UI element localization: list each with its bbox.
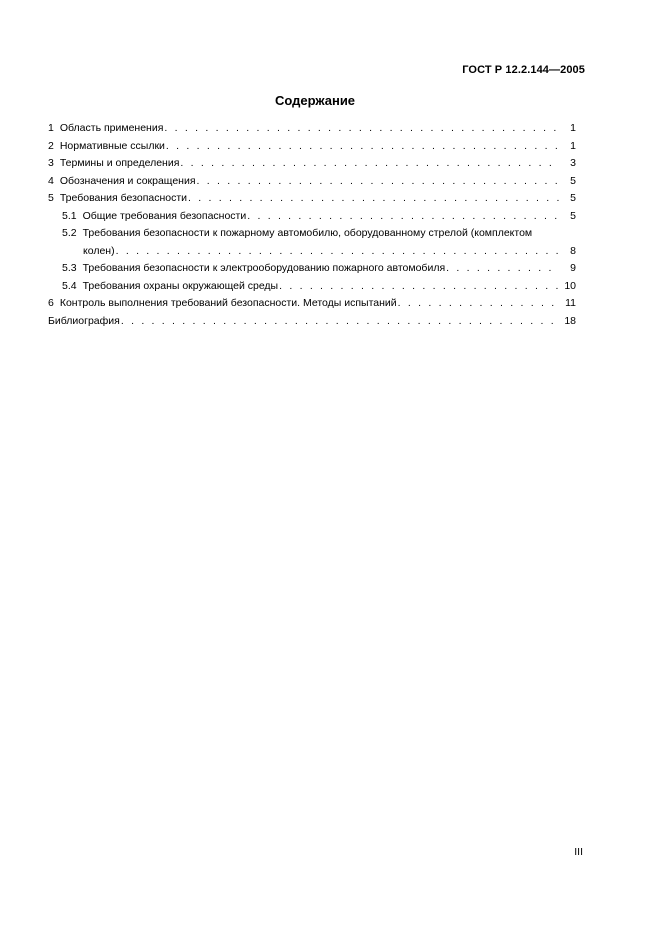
toc-entry-label: Требования безопасности [59, 192, 188, 204]
toc-entry-number: 6 [48, 297, 54, 309]
toc-leader-dots [398, 295, 559, 313]
toc-entry-page: 5 [570, 174, 576, 187]
toc-entry-3[interactable] [48, 155, 578, 173]
toc-entry-number: 5.2 [62, 227, 77, 239]
toc-entry-4[interactable] [48, 173, 578, 191]
toc-entry-1[interactable] [48, 120, 578, 138]
toc-entry-label: Общие требования безопасности [82, 209, 247, 222]
toc-entry-page: 3 [570, 157, 576, 169]
toc-entry-page: 11 [565, 297, 576, 309]
toc-entry-number: 5 [48, 192, 54, 204]
toc-entry-label: Контроль выполнения требований безопасности. Методы испытаний [59, 297, 397, 309]
toc-entry-page: 5 [570, 209, 576, 222]
toc-entry-page: 8 [570, 244, 576, 257]
toc-entry-page: 1 [570, 139, 576, 152]
toc-leader-dots [197, 173, 559, 191]
toc-entry-page: 9 [570, 262, 576, 274]
toc-entry-5-1[interactable] [48, 208, 578, 226]
toc-leader-dots [180, 155, 559, 173]
toc-entry-number: 4 [48, 174, 54, 187]
toc-leader-dots [446, 260, 559, 278]
toc-entry-5-4[interactable] [48, 278, 578, 296]
toc-entry-page: 18 [564, 314, 576, 327]
toc-entry-number: 1 [48, 122, 54, 134]
toc-title: Содержание [274, 93, 356, 108]
toc-leader-dots [188, 190, 559, 208]
toc-leader-dots [166, 138, 559, 156]
toc-leader-dots [164, 120, 559, 138]
toc-entry-5[interactable] [48, 190, 578, 208]
toc-entry-number: 5.1 [62, 209, 77, 222]
table-of-contents [48, 120, 578, 330]
toc-entry-label: Библиография [48, 314, 120, 327]
toc-entry-label: Требования безопасности к пожарному автомобилю, оборудованному стрелой (комплектом [82, 227, 533, 239]
toc-entry-number: 3 [48, 157, 54, 169]
toc-entry-label: Нормативные ссылки [59, 139, 165, 152]
toc-entry-number: 5.4 [62, 279, 77, 292]
toc-leader-dots [279, 278, 559, 296]
toc-entry-5-2[interactable] [48, 225, 578, 243]
toc-leader-dots [116, 243, 559, 261]
toc-entry-label-continued: колен) [83, 244, 115, 257]
toc-entry-label: Требования охраны окружающей среды [82, 279, 279, 292]
toc-entry-2[interactable] [48, 138, 578, 156]
toc-entry-page: 1 [570, 122, 576, 134]
toc-leader-dots [121, 313, 559, 331]
page-number: III [574, 846, 583, 858]
toc-entry-bibliography[interactable] [48, 313, 578, 331]
toc-entry-number: 5.3 [62, 262, 77, 274]
toc-entry-page: 10 [564, 279, 576, 292]
document-code: ГОСТ Р 12.2.144—2005 [462, 64, 585, 76]
toc-entry-label: Область применения [59, 122, 164, 134]
toc-entry-label: Обозначения и сокращения [59, 174, 196, 187]
toc-entry-label: Термины и определения [59, 157, 180, 169]
toc-entry-page: 5 [570, 192, 576, 204]
toc-entry-5-2-continued[interactable] [48, 243, 578, 261]
toc-leader-dots [247, 208, 559, 226]
toc-entry-6[interactable] [48, 295, 578, 313]
toc-entry-label: Требования безопасности к электрооборудованию пожарного автомобиля [82, 262, 446, 274]
toc-entry-number: 2 [48, 139, 54, 152]
toc-entry-5-3[interactable] [48, 260, 578, 278]
